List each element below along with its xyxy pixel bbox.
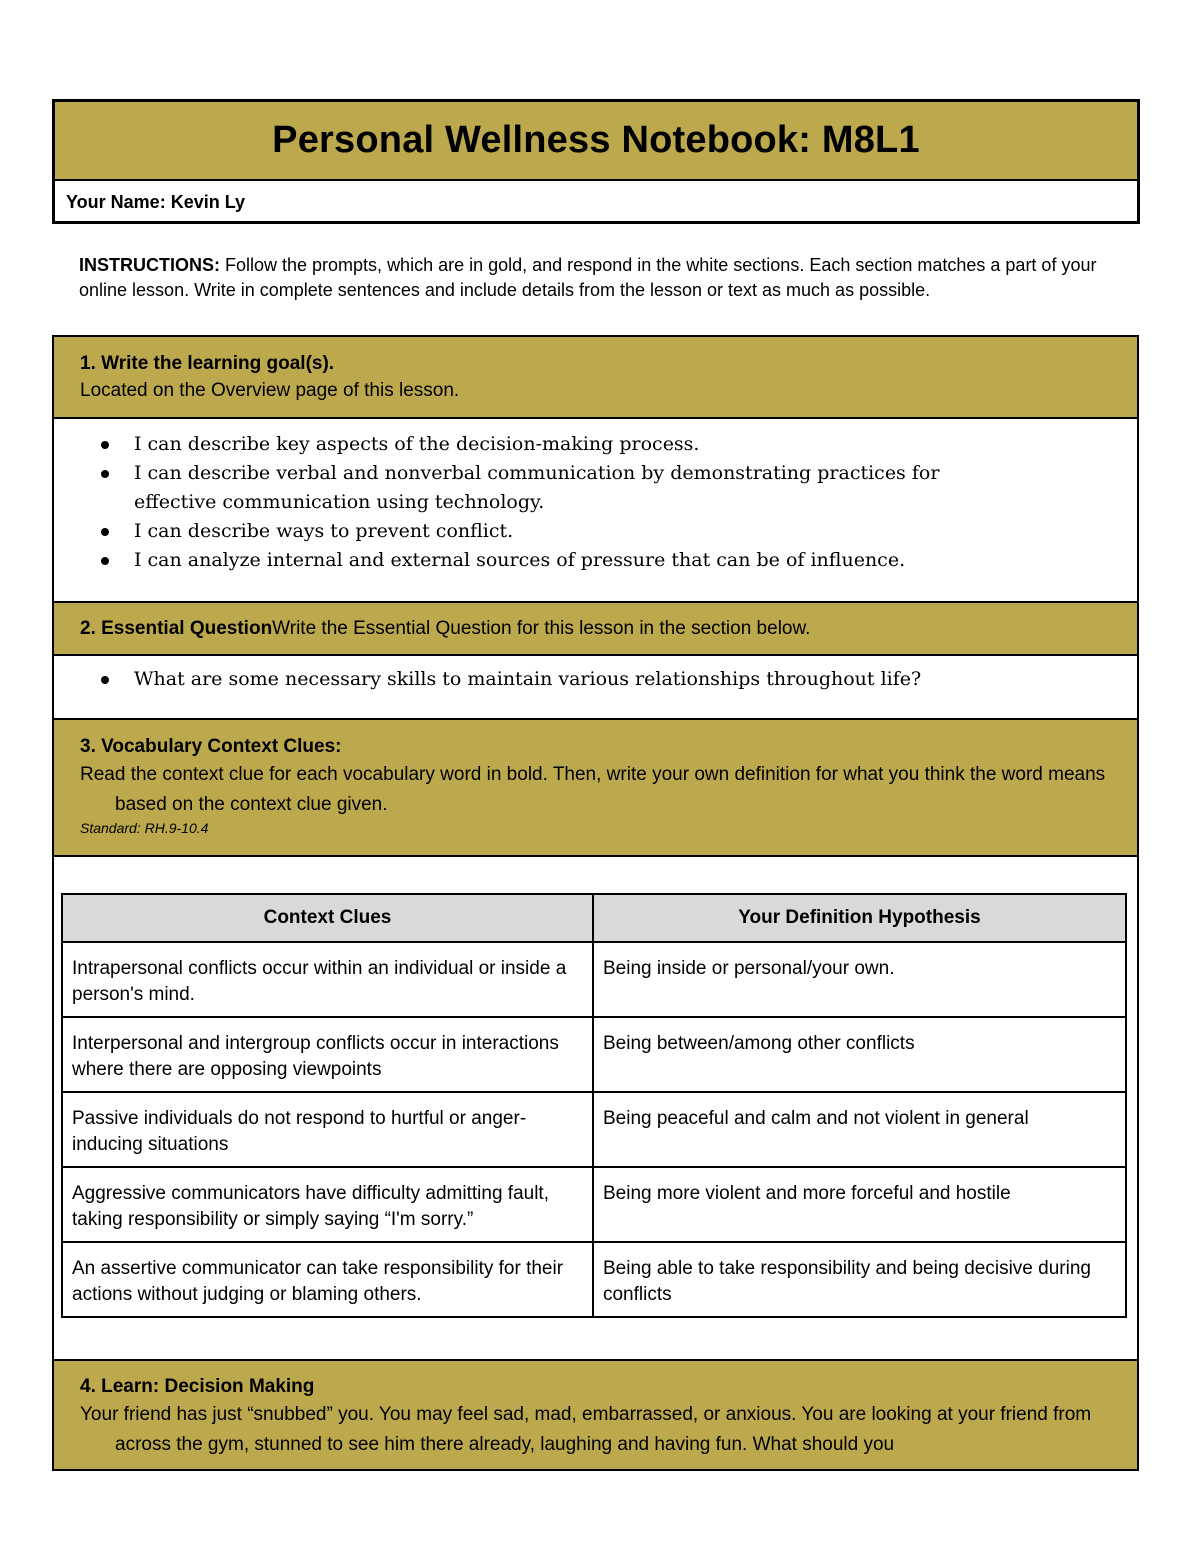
- definition-cell: Being able to take responsibility and being decisive during conflicts: [593, 1242, 1126, 1317]
- table-row: [62, 1242, 1126, 1317]
- context-clue-cell: Interpersonal and intergroup conflicts occur in interactions where there are opposing viewpoints: [62, 1017, 593, 1092]
- list-item: I can describe ways to prevent conflict.: [54, 517, 1137, 546]
- section3-prompt: [54, 720, 1137, 857]
- section-learning-goals: [52, 335, 1139, 603]
- section1-subtitle: Located on the Overview page of this lesson.: [80, 380, 460, 401]
- name-row: [55, 181, 1137, 224]
- table-row: [62, 1167, 1126, 1242]
- instructions-label: INSTRUCTIONS:: [79, 255, 220, 275]
- section1-title: 1. Write the learning goal(s).: [80, 353, 335, 374]
- section1-prompt: [54, 337, 1137, 419]
- context-clue-cell: Passive individuals do not respond to hurtful or anger-inducing situations: [62, 1092, 593, 1167]
- instructions: [79, 253, 1139, 303]
- list-item: What are some necessary skills to maintain various relationships throughout life?: [54, 665, 1137, 694]
- table-row: [62, 1017, 1126, 1092]
- instructions-text: Follow the prompts, which are in gold, and respond in the white sections. Each section matches a part of your online lesson. Write in complete sentences and include details from the lesson or text as much as possible.: [79, 255, 1097, 300]
- table-row: [62, 1092, 1126, 1167]
- table-header-row: [62, 894, 1126, 942]
- section4-prompt: [54, 1361, 1137, 1469]
- section3-title: 3. Vocabulary Context Clues:: [80, 736, 342, 757]
- section4-text: Your friend has just “snubbed” you. You may feel sad, mad, embarrassed, or anxious. You are looking at your friend from across the gym, stunned to see him there already, laughing and having fun. What should you: [80, 1404, 1092, 1455]
- definition-cell: Being peaceful and calm and not violent in general: [593, 1092, 1126, 1167]
- section3-text: Read the context clue for each vocabulary word in bold. Then, write your own definition for what you think the word means based on the context clue given.: [80, 764, 1106, 815]
- title-band: [55, 102, 1137, 181]
- section2-answer: [54, 656, 1137, 694]
- context-clue-cell: Intrapersonal conflicts occur within an individual or inside a person's mind.: [62, 942, 593, 1017]
- section-essential-question: [52, 601, 1139, 720]
- definition-cell: Being between/among other conflicts: [593, 1017, 1126, 1092]
- definition-cell: Being inside or personal/your own.: [593, 942, 1126, 1017]
- context-clue-cell: An assertive communicator can take responsibility for their actions without judging or blaming others.: [62, 1242, 593, 1317]
- section1-answer: [54, 419, 1137, 575]
- list-item: I can describe key aspects of the decision-making process.: [54, 430, 1137, 459]
- section2-title: 2. Essential Question: [80, 617, 273, 639]
- section3-standard: Standard: RH.9-10.4: [80, 820, 209, 836]
- section2-text: Write the Essential Question for this lesson in the section below.: [272, 617, 811, 639]
- name-value: Kevin Ly: [170, 192, 246, 212]
- title-block: [52, 99, 1140, 224]
- section2-prompt: [54, 603, 1137, 656]
- list-item: I can analyze internal and external sources of pressure that can be of influence.: [54, 546, 1137, 575]
- page-title: Personal Wellness Notebook: M8L1: [272, 119, 920, 161]
- list-item: I can describe verbal and nonverbal communication by demonstrating practices for effective communication using technology.: [54, 459, 1137, 517]
- table-row: [62, 942, 1126, 1017]
- section4-title: 4. Learn: Decision Making: [80, 1376, 315, 1397]
- name-label: Your Name:: [66, 192, 166, 212]
- vocabulary-table: [61, 893, 1127, 1318]
- column-header-context-clues: Context Clues: [62, 894, 593, 942]
- definition-cell: Being more violent and more forceful and hostile: [593, 1167, 1126, 1242]
- column-header-definition: Your Definition Hypothesis: [593, 894, 1126, 942]
- section-decision-making: [52, 1359, 1139, 1471]
- context-clue-cell: Aggressive communicators have difficulty admitting fault, taking responsibility or simply saying “I'm sorry.”: [62, 1167, 593, 1242]
